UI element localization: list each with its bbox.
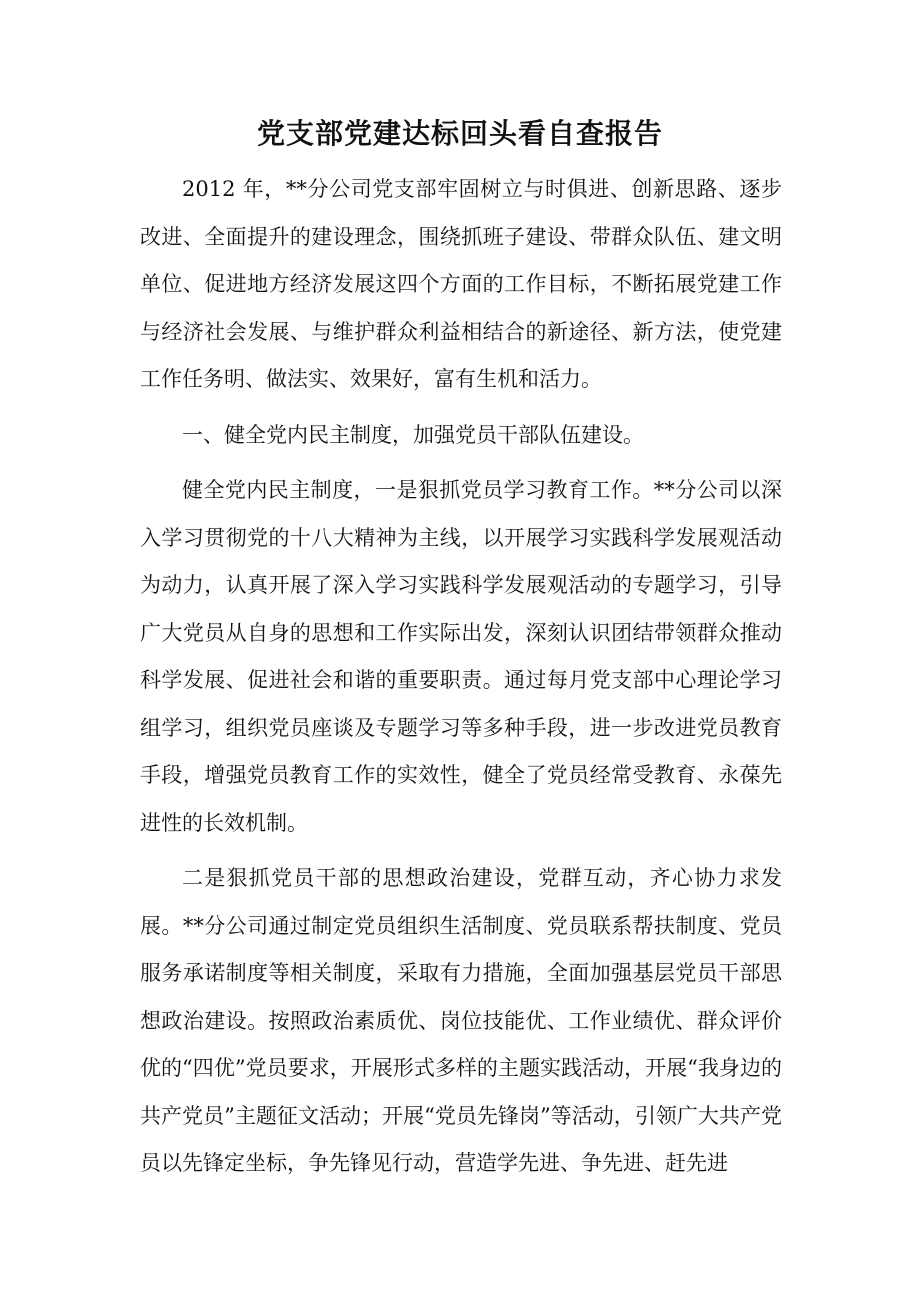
paragraph-political-building: 二是狠抓党员干部的思想政治建设，党群互动，齐心协力求发展。**分公司通过制定党员组织生活制度、党员联系帮扶制度、党员服务承诺制度等相关制度，采取有力措施，全面加强基层党员干部思想政治建设。按照政治素质优、岗位技能优、工作业绩优、群众评价优的“四优”党员要求，开展形式多样的主题实践活动，开展“我身边的共产党员”主题征文活动；开展“党员先锋岗”等活动，引领广大共产党员以先锋定坐标，争先锋见行动，营造学先进、争先进、赶先进 bbox=[140, 866, 782, 1175]
section-heading-1: 一、健全党内民主制度，加强党员干部队伍建设。 bbox=[182, 422, 644, 447]
paragraph-study-education: 健全党内民主制度，一是狠抓党员学习教育工作。**分公司以深入学习贯彻党的十八大精神为主线，以开展学习实践科学发展观活动为动力，认真开展了深入学习实践科学发展观活动的专题学习，引导广大党员从自身的思想和工作实际出发，深刻认识团结带领群众推动科学发展、促进社会和谐的重要职责。通过每月党支部中心理论学习组学习，组织党员座谈及专题学习等多种手段，进一步改进党员教育手段，增强党员教育工作的实效性，健全了党员经常受教育、永葆先进性的长效机制。 bbox=[140, 478, 782, 835]
paragraph-intro: 2012 年，**分公司党支部牢固树立与时俱进、创新思路、逐步改进、全面提升的建设理念，围绕抓班子建设、带群众队伍、建文明单位、促进地方经济发展这四个方面的工作目标，不断拓展党建工作与经济社会发展、与维护群众利益相结合的新途径、新方法，使党建工作任务明、做法实、效果好，富有生机和活力。 bbox=[140, 177, 782, 391]
document-title: 党支部党建达标回头看自查报告 bbox=[256, 117, 663, 150]
document-body bbox=[140, 166, 782, 1188]
